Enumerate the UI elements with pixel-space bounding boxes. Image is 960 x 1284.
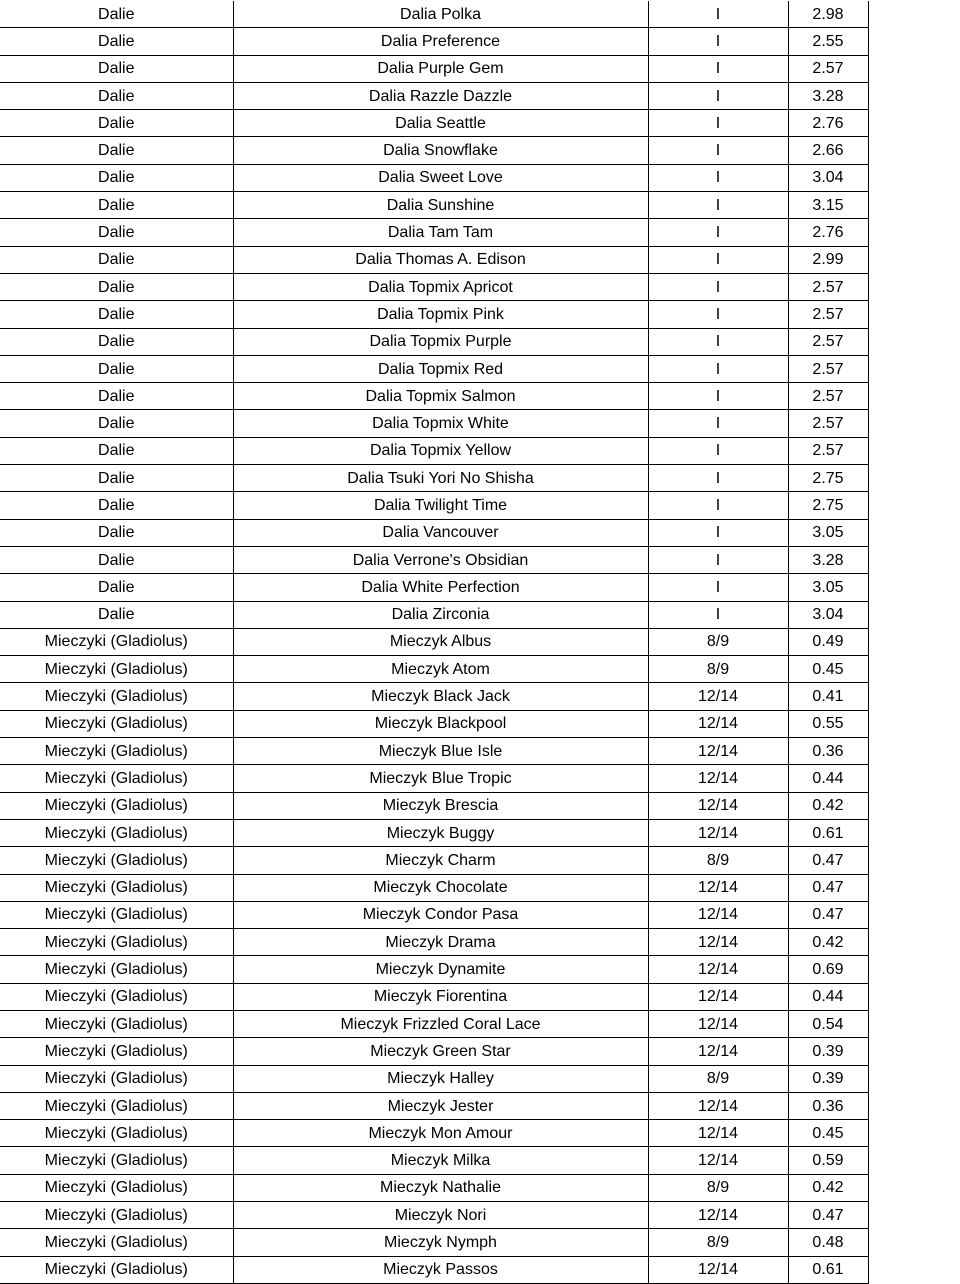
price-cell: 0.61 [788,1256,868,1283]
price-cell: 2.57 [788,328,868,355]
price-cell: 2.75 [788,492,868,519]
price-cell: 0.47 [788,901,868,928]
product-name-cell: Mieczyk Milka [233,1147,648,1174]
size-cell: 12/14 [648,1038,788,1065]
size-cell: I [648,28,788,55]
product-name-cell: Dalia Tam Tam [233,219,648,246]
price-cell: 0.47 [788,874,868,901]
price-cell: 0.36 [788,738,868,765]
table-row [0,1256,868,1283]
table-row [0,956,868,983]
size-cell: I [648,601,788,628]
size-cell: 12/14 [648,683,788,710]
size-cell: 12/14 [648,765,788,792]
size-cell: 12/14 [648,738,788,765]
price-cell: 2.57 [788,273,868,300]
product-name-cell: Dalia Topmix Salmon [233,383,648,410]
table-row [0,410,868,437]
size-cell: I [648,519,788,546]
product-name-cell: Mieczyk Fiorentina [233,983,648,1010]
size-cell: I [648,301,788,328]
size-cell: I [648,465,788,492]
product-name-cell: Mieczyk Blue Isle [233,738,648,765]
product-name-cell: Mieczyk Passos [233,1256,648,1283]
category-cell: Dalie [0,137,233,164]
product-name-cell: Mieczyk Condor Pasa [233,901,648,928]
price-cell: 0.39 [788,1065,868,1092]
table-row [0,546,868,573]
table-row [0,1229,868,1256]
size-cell: I [648,246,788,273]
size-cell: 12/14 [648,792,788,819]
category-cell: Mieczyki (Gladiolus) [0,1092,233,1119]
size-cell: I [648,492,788,519]
category-cell: Dalie [0,246,233,273]
price-cell: 0.41 [788,683,868,710]
product-name-cell: Dalia Razzle Dazzle [233,82,648,109]
price-cell: 3.05 [788,574,868,601]
table-row [0,164,868,191]
category-cell: Dalie [0,601,233,628]
category-cell: Mieczyki (Gladiolus) [0,1065,233,1092]
price-cell: 0.44 [788,765,868,792]
category-cell: Mieczyki (Gladiolus) [0,819,233,846]
price-cell: 2.57 [788,410,868,437]
price-cell: 3.05 [788,519,868,546]
category-cell: Dalie [0,110,233,137]
size-cell: 12/14 [648,819,788,846]
size-cell: I [648,55,788,82]
table-row [0,328,868,355]
size-cell: I [648,410,788,437]
table-row [0,465,868,492]
size-cell: 12/14 [648,710,788,737]
size-cell: 12/14 [648,1092,788,1119]
product-name-cell: Dalia Zirconia [233,601,648,628]
category-cell: Dalie [0,164,233,191]
size-cell: 12/14 [648,983,788,1010]
category-cell: Mieczyki (Gladiolus) [0,983,233,1010]
category-cell: Mieczyki (Gladiolus) [0,874,233,901]
price-cell: 3.28 [788,546,868,573]
table-row [0,929,868,956]
size-cell: I [648,137,788,164]
category-cell: Mieczyki (Gladiolus) [0,1202,233,1229]
price-cell: 0.42 [788,1174,868,1201]
price-cell: 0.45 [788,1120,868,1147]
category-cell: Mieczyki (Gladiolus) [0,847,233,874]
price-cell: 0.39 [788,1038,868,1065]
product-name-cell: Dalia Topmix Red [233,355,648,382]
product-name-cell: Dalia Purple Gem [233,55,648,82]
product-name-cell: Dalia Seattle [233,110,648,137]
category-cell: Dalie [0,328,233,355]
table-row [0,874,868,901]
table-row [0,1065,868,1092]
product-name-cell: Dalia Topmix Apricot [233,273,648,300]
table-row [0,710,868,737]
table-row [0,273,868,300]
category-cell: Dalie [0,55,233,82]
table-row [0,82,868,109]
category-cell: Mieczyki (Gladiolus) [0,1010,233,1037]
table-row [0,55,868,82]
size-cell: 8/9 [648,628,788,655]
category-cell: Dalie [0,355,233,382]
category-cell: Mieczyki (Gladiolus) [0,1229,233,1256]
size-cell: I [648,328,788,355]
price-cell: 2.55 [788,28,868,55]
category-cell: Dalie [0,437,233,464]
category-cell: Dalie [0,1,233,28]
price-cell: 0.44 [788,983,868,1010]
table-row [0,628,868,655]
category-cell: Mieczyki (Gladiolus) [0,929,233,956]
price-cell: 0.42 [788,792,868,819]
table-row [0,1174,868,1201]
category-cell: Dalie [0,82,233,109]
product-name-cell: Dalia Twilight Time [233,492,648,519]
category-cell: Mieczyki (Gladiolus) [0,901,233,928]
size-cell: 8/9 [648,1065,788,1092]
size-cell: 12/14 [648,1120,788,1147]
table-row [0,1,868,28]
category-cell: Dalie [0,492,233,519]
price-cell: 0.55 [788,710,868,737]
price-cell: 3.04 [788,601,868,628]
table-row [0,246,868,273]
table-body [0,1,868,1283]
price-cell: 2.57 [788,55,868,82]
category-cell: Dalie [0,519,233,546]
category-cell: Mieczyki (Gladiolus) [0,1256,233,1283]
product-name-cell: Dalia Topmix Pink [233,301,648,328]
size-cell: 12/14 [648,929,788,956]
price-cell: 2.57 [788,437,868,464]
size-cell: 12/14 [648,956,788,983]
price-table [0,1,869,1284]
size-cell: I [648,273,788,300]
price-cell: 2.57 [788,301,868,328]
table-row [0,765,868,792]
price-cell: 0.48 [788,1229,868,1256]
product-name-cell: Dalia Topmix Yellow [233,437,648,464]
size-cell: 12/14 [648,1202,788,1229]
price-cell: 0.54 [788,1010,868,1037]
product-name-cell: Dalia Vancouver [233,519,648,546]
category-cell: Dalie [0,192,233,219]
size-cell: I [648,383,788,410]
product-name-cell: Dalia Sunshine [233,192,648,219]
product-name-cell: Mieczyk Chocolate [233,874,648,901]
price-cell: 0.45 [788,656,868,683]
product-name-cell: Dalia Preference [233,28,648,55]
table-row [0,574,868,601]
category-cell: Dalie [0,574,233,601]
category-cell: Mieczyki (Gladiolus) [0,1174,233,1201]
table-row [0,656,868,683]
table-row [0,437,868,464]
category-cell: Mieczyki (Gladiolus) [0,738,233,765]
price-cell: 2.76 [788,110,868,137]
size-cell: 8/9 [648,656,788,683]
size-cell: I [648,82,788,109]
product-name-cell: Mieczyk Nathalie [233,1174,648,1201]
price-cell: 2.57 [788,383,868,410]
size-cell: 12/14 [648,874,788,901]
table-row [0,219,868,246]
category-cell: Mieczyki (Gladiolus) [0,628,233,655]
table-row [0,110,868,137]
category-cell: Mieczyki (Gladiolus) [0,1120,233,1147]
size-cell: 12/14 [648,1256,788,1283]
product-name-cell: Mieczyk Frizzled Coral Lace [233,1010,648,1037]
table-row [0,355,868,382]
table-row [0,301,868,328]
price-cell: 0.47 [788,1202,868,1229]
table-row [0,492,868,519]
size-cell: I [648,1,788,28]
size-cell: I [648,355,788,382]
table-row [0,28,868,55]
product-name-cell: Mieczyk Green Star [233,1038,648,1065]
table-row [0,847,868,874]
product-name-cell: Dalia Verrone's Obsidian [233,546,648,573]
size-cell: I [648,110,788,137]
size-cell: I [648,219,788,246]
size-cell: 8/9 [648,1229,788,1256]
category-cell: Dalie [0,383,233,410]
price-cell: 0.61 [788,819,868,846]
category-cell: Mieczyki (Gladiolus) [0,683,233,710]
table-row [0,137,868,164]
table-row [0,819,868,846]
product-name-cell: Dalia Thomas A. Edison [233,246,648,273]
size-cell: 8/9 [648,1174,788,1201]
product-name-cell: Mieczyk Blue Tropic [233,765,648,792]
price-cell: 3.28 [788,82,868,109]
size-cell: I [648,192,788,219]
category-cell: Mieczyki (Gladiolus) [0,1038,233,1065]
price-cell: 0.59 [788,1147,868,1174]
size-cell: I [648,164,788,191]
table-row [0,901,868,928]
table-row [0,1092,868,1119]
product-name-cell: Mieczyk Nymph [233,1229,648,1256]
product-name-cell: Mieczyk Drama [233,929,648,956]
price-cell: 2.66 [788,137,868,164]
product-name-cell: Mieczyk Buggy [233,819,648,846]
size-cell: I [648,546,788,573]
table-row [0,1038,868,1065]
product-name-cell: Dalia Polka [233,1,648,28]
table-row [0,683,868,710]
product-name-cell: Mieczyk Mon Amour [233,1120,648,1147]
price-cell: 2.98 [788,1,868,28]
size-cell: 12/14 [648,901,788,928]
category-cell: Dalie [0,273,233,300]
product-name-cell: Dalia Tsuki Yori No Shisha [233,465,648,492]
product-name-cell: Mieczyk Charm [233,847,648,874]
price-cell: 3.04 [788,164,868,191]
product-name-cell: Mieczyk Blackpool [233,710,648,737]
product-name-cell: Mieczyk Dynamite [233,956,648,983]
table-row [0,1120,868,1147]
category-cell: Dalie [0,410,233,437]
category-cell: Mieczyki (Gladiolus) [0,656,233,683]
product-name-cell: Mieczyk Atom [233,656,648,683]
category-cell: Dalie [0,219,233,246]
table-row [0,601,868,628]
product-name-cell: Dalia Sweet Love [233,164,648,191]
product-name-cell: Dalia Snowflake [233,137,648,164]
size-cell: 12/14 [648,1010,788,1037]
table-row [0,519,868,546]
table-row [0,792,868,819]
category-cell: Mieczyki (Gladiolus) [0,792,233,819]
table-row [0,383,868,410]
product-name-cell: Dalia Topmix Purple [233,328,648,355]
category-cell: Mieczyki (Gladiolus) [0,710,233,737]
product-name-cell: Mieczyk Brescia [233,792,648,819]
table-row [0,192,868,219]
size-cell: I [648,574,788,601]
category-cell: Mieczyki (Gladiolus) [0,1147,233,1174]
product-name-cell: Mieczyk Halley [233,1065,648,1092]
category-cell: Dalie [0,301,233,328]
price-cell: 0.47 [788,847,868,874]
table-row [0,983,868,1010]
product-name-cell: Dalia White Perfection [233,574,648,601]
category-cell: Dalie [0,28,233,55]
price-cell: 0.42 [788,929,868,956]
price-cell: 0.69 [788,956,868,983]
category-cell: Mieczyki (Gladiolus) [0,956,233,983]
product-name-cell: Mieczyk Albus [233,628,648,655]
table-row [0,1010,868,1037]
product-name-cell: Mieczyk Jester [233,1092,648,1119]
price-cell: 2.57 [788,355,868,382]
price-cell: 2.76 [788,219,868,246]
size-cell: I [648,437,788,464]
table-row [0,1202,868,1229]
product-name-cell: Mieczyk Black Jack [233,683,648,710]
product-name-cell: Mieczyk Nori [233,1202,648,1229]
table-row [0,738,868,765]
category-cell: Dalie [0,465,233,492]
size-cell: 12/14 [648,1147,788,1174]
table-row [0,1147,868,1174]
price-cell: 0.49 [788,628,868,655]
price-cell: 2.75 [788,465,868,492]
price-cell: 3.15 [788,192,868,219]
category-cell: Dalie [0,546,233,573]
price-cell: 0.36 [788,1092,868,1119]
product-name-cell: Dalia Topmix White [233,410,648,437]
category-cell: Mieczyki (Gladiolus) [0,765,233,792]
price-cell: 2.99 [788,246,868,273]
size-cell: 8/9 [648,847,788,874]
